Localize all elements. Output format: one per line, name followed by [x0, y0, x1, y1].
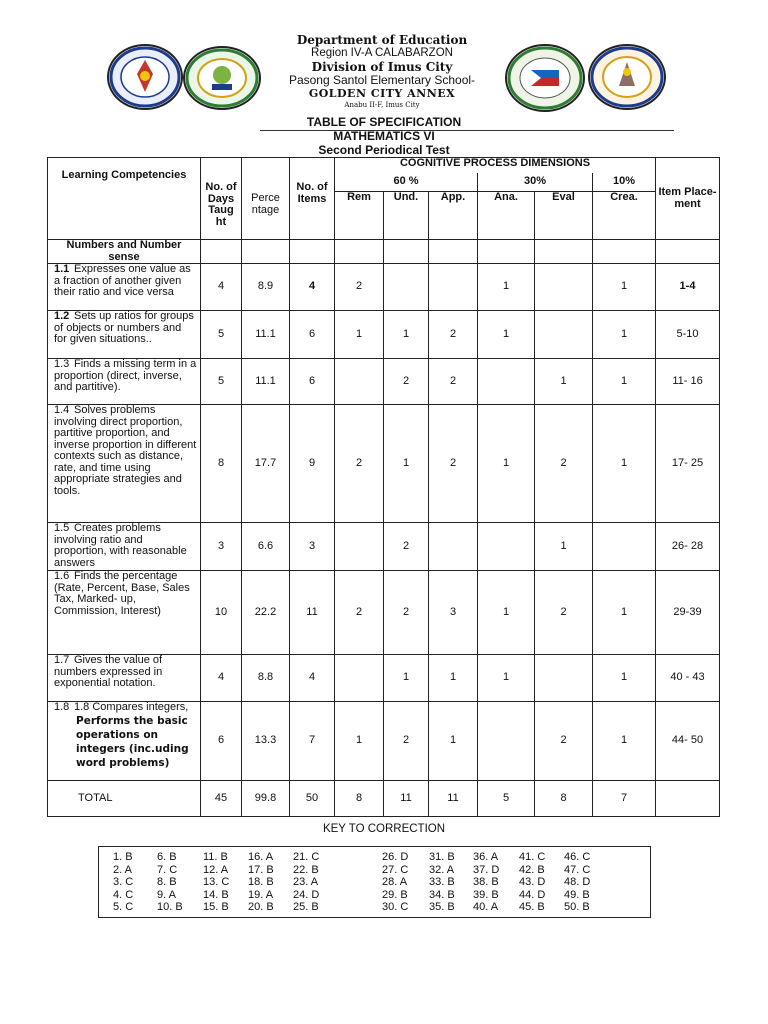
key-entry: 7. C — [157, 863, 178, 876]
competency-cell: 1.2 Sets up ratios for groups of objects or numbers and for given situations.. — [48, 311, 201, 359]
header-crea: Crea. — [593, 192, 656, 240]
key-entry: 23. A — [293, 876, 319, 888]
key-entry: 14. B — [203, 888, 229, 901]
school-name: Pasong Santol Elementary School- — [288, 73, 476, 87]
header-cognitive-process: COGNITIVE PROCESS DIMENSIONS — [335, 158, 656, 173]
crea-cell — [593, 523, 656, 571]
section-label: Numbers and Number sense — [48, 240, 201, 264]
ana-cell — [478, 702, 535, 781]
eval-cell — [535, 655, 593, 702]
table-row — [48, 523, 720, 571]
days-cell: 6 — [201, 702, 242, 781]
ana-cell: 1 — [478, 405, 535, 523]
ana-cell — [478, 359, 535, 405]
key-entry: 38. B — [473, 876, 499, 888]
key-entry: 24. D — [293, 888, 320, 901]
ana-cell: 1 — [478, 264, 535, 311]
days-cell: 4 — [201, 655, 242, 702]
total-rem: 8 — [335, 781, 384, 817]
key-column — [293, 851, 319, 914]
letterhead — [0, 34, 768, 114]
pct-cell: 11.1 — [242, 311, 290, 359]
key-column — [157, 851, 183, 914]
key-entry: 13. C — [203, 876, 230, 888]
und-cell: 1 — [384, 311, 429, 359]
key-entry: 22. B — [293, 863, 319, 876]
key-entry: 15. B — [203, 901, 229, 913]
app-cell: 2 — [429, 405, 478, 523]
und-cell: 2 — [384, 571, 429, 655]
key-entry: 10. B — [157, 901, 183, 913]
und-cell: 2 — [384, 702, 429, 781]
table-row — [48, 359, 720, 405]
pct-cell: 11.1 — [242, 359, 290, 405]
eval-cell: 2 — [535, 405, 593, 523]
school-address: Anabu II-F, Imus City — [344, 101, 420, 109]
items-cell: 11 — [290, 571, 335, 655]
key-entry: 33. B — [429, 876, 455, 888]
key-entry: 40. A — [473, 901, 499, 913]
key-column — [473, 851, 499, 914]
key-entry: 5. C — [113, 901, 134, 913]
key-entry: 43. D — [519, 876, 546, 888]
total-eval: 8 — [535, 781, 593, 817]
total-crea: 7 — [593, 781, 656, 817]
key-entry: 18. B — [248, 876, 274, 888]
placement-cell: 1-4 — [656, 264, 720, 311]
key-entry: 39. B — [473, 888, 499, 901]
und-cell: 1 — [384, 405, 429, 523]
items-cell: 6 — [290, 359, 335, 405]
crea-cell: 1 — [593, 405, 656, 523]
days-cell: 3 — [201, 523, 242, 571]
pct-cell: 8.8 — [242, 655, 290, 702]
key-entry: 8. B — [157, 876, 177, 888]
school-seal-icon — [183, 46, 261, 110]
rem-cell: 1 — [335, 702, 384, 781]
total-days: 45 — [201, 781, 242, 817]
key-entry: 19. A — [248, 888, 274, 901]
rem-cell: 2 — [335, 405, 384, 523]
items-cell: 4 — [290, 264, 335, 311]
region-name: Region IV-A CALABARZON — [311, 47, 453, 59]
table-row — [48, 264, 720, 311]
competency-cell: 1.6 Finds the percentage (Rate, Percent, Base, Sales Tax, Marked- up, Commission, Interest) — [48, 571, 201, 655]
key-entry: 27. C — [382, 863, 409, 876]
days-cell: 5 — [201, 311, 242, 359]
table-row — [48, 702, 720, 781]
pct-cell: 13.3 — [242, 702, 290, 781]
items-cell: 6 — [290, 311, 335, 359]
days-cell: 5 — [201, 359, 242, 405]
answer-key-box — [98, 846, 651, 918]
eval-cell: 2 — [535, 571, 593, 655]
crea-cell: 1 — [593, 571, 656, 655]
annex-seal-icon — [588, 44, 666, 110]
key-entry: 26. D — [382, 851, 409, 863]
key-column — [429, 851, 455, 914]
crea-cell: 1 — [593, 702, 656, 781]
total-row — [48, 781, 720, 817]
app-cell — [429, 264, 478, 311]
app-cell: 1 — [429, 655, 478, 702]
key-column — [248, 851, 274, 914]
placement-cell: 29-39 — [656, 571, 720, 655]
placement-cell: 26- 28 — [656, 523, 720, 571]
header-percentage: Perce ntage — [242, 158, 290, 240]
header-item-placement: Item Place- ment — [656, 158, 720, 240]
pct-cell: 17.7 — [242, 405, 290, 523]
items-cell: 7 — [290, 702, 335, 781]
table-row — [48, 571, 720, 655]
key-entry: 37. D — [473, 863, 500, 876]
total-app: 11 — [429, 781, 478, 817]
ana-cell: 1 — [478, 655, 535, 702]
table-row — [48, 311, 720, 359]
key-entry: 48. D — [564, 876, 591, 888]
annex-name: GOLDEN CITY ANNEX — [308, 87, 456, 100]
key-entry: 9. A — [157, 888, 176, 901]
ana-cell — [478, 523, 535, 571]
placement-cell: 17- 25 — [656, 405, 720, 523]
organization-block — [262, 34, 502, 110]
subject-title: MATHEMATICS VI — [333, 129, 435, 143]
app-cell — [429, 523, 478, 571]
pct-cell: 8.9 — [242, 264, 290, 311]
key-entry: 1. B — [113, 851, 133, 863]
total-pct: 99.8 — [242, 781, 290, 817]
key-entry: 12. A — [203, 863, 229, 876]
key-column — [519, 851, 545, 914]
total-label: TOTAL — [48, 781, 201, 817]
days-cell: 8 — [201, 405, 242, 523]
key-entry: 47. C — [564, 863, 591, 876]
rem-cell: 2 — [335, 571, 384, 655]
header-days-taught: No. of Days Taug ht — [201, 158, 242, 240]
header-learning-competencies: Learning Competencies — [48, 158, 201, 240]
crea-cell: 1 — [593, 655, 656, 702]
key-entry: 30. C — [382, 901, 409, 913]
key-entry: 35. B — [429, 901, 455, 913]
competency-cell: 1.4 Solves problems involving direct proportion, partitive proportion, and inverse proportion in different contexts such as distance, rate, and time using appropriate strategies and tools. — [48, 405, 201, 523]
deped-seal-icon — [107, 44, 183, 110]
rem-cell: 1 — [335, 311, 384, 359]
header-rem: Rem — [335, 192, 384, 240]
total-und: 11 — [384, 781, 429, 817]
pct-cell: 22.2 — [242, 571, 290, 655]
key-column — [113, 851, 133, 914]
key-entry: 46. C — [564, 851, 591, 863]
rem-cell — [335, 359, 384, 405]
key-entry: 32. A — [429, 863, 455, 876]
total-placement — [656, 781, 720, 817]
key-title: KEY TO CORRECTION — [322, 823, 446, 835]
key-column — [382, 851, 408, 914]
key-column — [203, 851, 229, 914]
section-row — [48, 240, 720, 264]
key-entry: 29. B — [382, 888, 408, 901]
crea-cell: 1 — [593, 359, 656, 405]
table-of-specification — [47, 157, 720, 817]
items-cell: 4 — [290, 655, 335, 702]
und-cell: 2 — [384, 523, 429, 571]
key-entry: 20. B — [248, 901, 274, 913]
pct-cell: 6.6 — [242, 523, 290, 571]
header-ana: Ana. — [478, 192, 535, 240]
rem-cell — [335, 523, 384, 571]
app-cell: 3 — [429, 571, 478, 655]
document-title: TABLE OF SPECIFICATION — [306, 115, 462, 129]
items-cell: 3 — [290, 523, 335, 571]
placement-cell: 40 - 43 — [656, 655, 720, 702]
key-entry: 31. B — [429, 851, 455, 863]
competency-cell: 1.5 Creates problems involving ratio and proportion, with reasonable answers — [48, 523, 201, 571]
app-cell: 2 — [429, 359, 478, 405]
key-entry: 28. A — [382, 876, 408, 888]
competency-cell: 1.3 Finds a missing term in a proportion (direct, inverse, and partitive). — [48, 359, 201, 405]
key-entry: 44. D — [519, 888, 546, 901]
crea-cell: 1 — [593, 311, 656, 359]
header-60-percent: 60 % — [335, 173, 478, 192]
header-no-of-items: No. of Items — [290, 158, 335, 240]
ana-cell: 1 — [478, 311, 535, 359]
days-cell: 4 — [201, 264, 242, 311]
und-cell — [384, 264, 429, 311]
key-entry: 3. C — [113, 876, 134, 888]
competency-cell: 1.1 Expresses one value as a fraction of another given their ratio and vice versa — [48, 264, 201, 311]
key-entry: 25. B — [293, 901, 319, 913]
table-row — [48, 405, 720, 523]
test-title: Second Periodical Test — [318, 143, 450, 157]
placement-cell: 11- 16 — [656, 359, 720, 405]
eval-cell: 2 — [535, 702, 593, 781]
eval-cell: 1 — [535, 523, 593, 571]
division-name: Division of Imus City — [311, 60, 453, 74]
und-cell: 2 — [384, 359, 429, 405]
key-entry: 11. B — [203, 851, 228, 863]
competency-cell: 1.7 Gives the value of numbers expressed in exponential notation. — [48, 655, 201, 702]
city-seal-icon — [505, 44, 585, 112]
total-items: 50 — [290, 781, 335, 817]
rem-cell: 2 — [335, 264, 384, 311]
und-cell: 1 — [384, 655, 429, 702]
key-entry: 49. B — [564, 888, 590, 901]
key-entry: 2. A — [113, 863, 132, 876]
crea-cell: 1 — [593, 264, 656, 311]
key-entry: 4. C — [113, 888, 134, 901]
key-entry: 42. B — [519, 863, 545, 876]
header-app: App. — [429, 192, 478, 240]
days-cell: 10 — [201, 571, 242, 655]
total-ana: 5 — [478, 781, 535, 817]
key-entry: 21. C — [293, 851, 320, 863]
ana-cell: 1 — [478, 571, 535, 655]
competency-cell: 1.8 1.8 Compares integers, Performs the basic operations on integers (inc.uding word problems) — [48, 702, 201, 781]
eval-cell — [535, 311, 593, 359]
key-entry: 34. B — [429, 888, 455, 901]
title-block — [0, 115, 768, 157]
header-10-percent: 10% — [593, 173, 656, 192]
key-entry: 36. A — [473, 851, 499, 863]
table-row — [48, 655, 720, 702]
items-cell: 9 — [290, 405, 335, 523]
app-cell: 1 — [429, 702, 478, 781]
key-entry: 45. B — [519, 901, 545, 913]
placement-cell: 5-10 — [656, 311, 720, 359]
key-entry: 16. A — [248, 851, 274, 863]
department-name: Department of Education — [296, 33, 468, 47]
key-entry: 50. B — [564, 901, 590, 913]
app-cell: 2 — [429, 311, 478, 359]
key-entry: 41. C — [519, 851, 546, 863]
key-entry: 6. B — [157, 851, 177, 863]
rem-cell — [335, 655, 384, 702]
header-eval: Eval — [535, 192, 593, 240]
eval-cell: 1 — [535, 359, 593, 405]
key-column — [564, 851, 590, 914]
eval-cell — [535, 264, 593, 311]
header-und: Und. — [384, 192, 429, 240]
placement-cell: 44- 50 — [656, 702, 720, 781]
header-30-percent: 30% — [478, 173, 593, 192]
key-entry: 17. B — [248, 863, 274, 876]
